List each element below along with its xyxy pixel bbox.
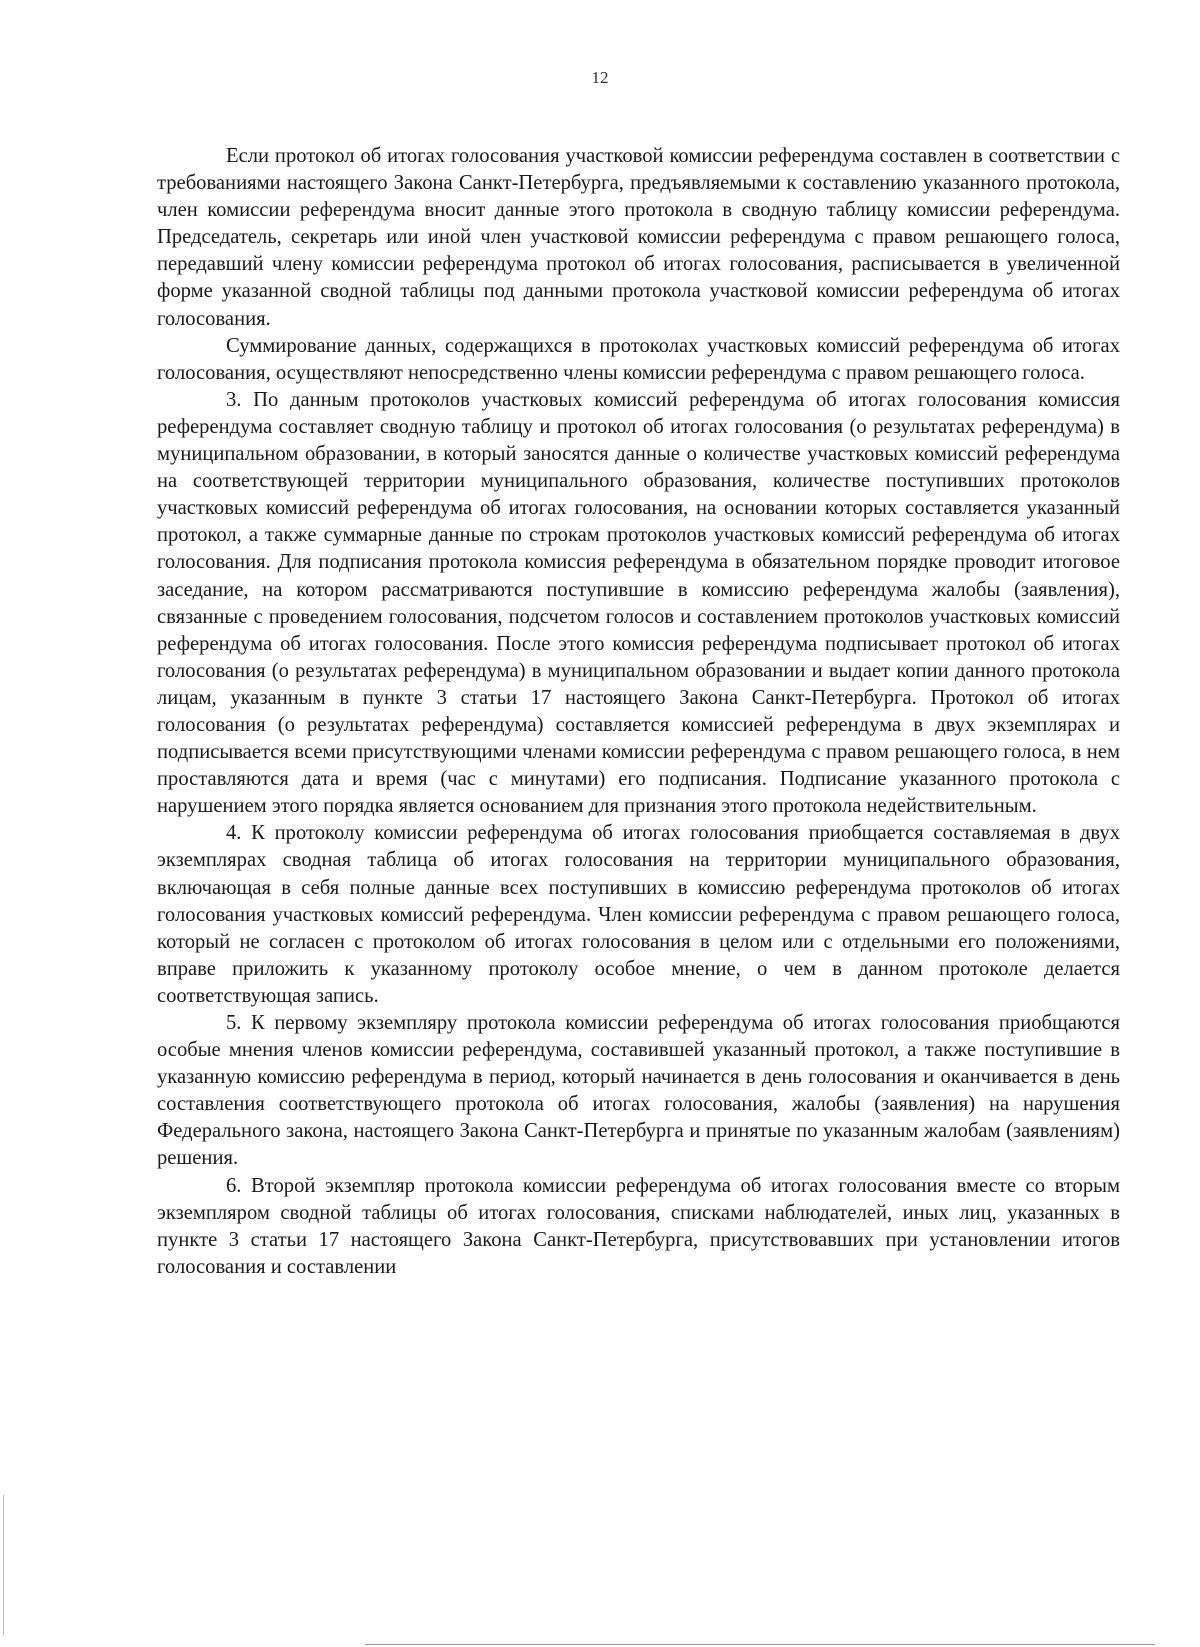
paragraph-item-4: 4. К протоколу комиссии референдума об итогах голосования приобщается составляемая в двух экземплярах сводная таблица об итогах голосования на территории муниципального образования, включающая в себя полные данные всех поступивших в комиссию референдума протоколов об итогах голосования участковых комиссий референдума. Член комиссии референдума с правом решающего голоса, который не согласен с протоколом об итогах голосования в целом или с отдельными его положениями, вправе приложить к указанному протоколу особое мнение, о чем в данном протоколе делается соответствующая запись. — [157, 822, 1120, 1007]
paragraph-item-5: 5. К первому экземпляру протокола комиссии референдума об итогах голосования приобщаются особые мнения членов комиссии референдума, составившей указанный протокол, а также поступившие в указанную комиссию референдума в период, который начинается в день голосования и оканчивается в день составления соответствующего протокола об итогах голосования, жалобы (заявления) на нарушения Федерального закона, настоящего Закона Санкт-Петербурга и принятые по указанным жалобам (заявлениям) решения. — [157, 1012, 1120, 1170]
paragraph-item-3: 3. По данным протоколов участковых комиссий референдума об итогах голосования комиссия референдума составляет сводную таблицу и протокол об итогах голосования (о результатах референдума) в муниципальном образовании, в который заносятся данные о количестве участковых комиссий референдума на соответствующей территории муниципального образования, количестве поступивших протоколов участковых комиссий референдума об итогах голосования, на основании которых составляется указанный протокол, а также суммарные данные по строкам протоколов участковых комиссий референдума об итогах голосования. Для подписания протокола комиссия референдума в обязательном порядке проводит итоговое заседание, на котором рассматриваются поступившие в комиссию референдума жалобы (заявления), связанные с проведением голосования, подсчетом голосов и составлением протоколов участковых комиссий референдума об итогах голосования. После этого комиссия референдума подписывает протокол об итогах голосования (о результатах референдума) в муниципальном образовании и выдает копии данного протокола лицам, указанным в пункте 3 статьи 17 настоящего Закона Санкт-Петербурга. Протокол об итогах голосования (о результатах референдума) составляется комиссией референдума в двух экземплярах и подписывается всеми присутствующими членами комиссии референдума с правом решающего голоса, в нем проставляются дата и время (час с минутами) его подписания. Подписание указанного протокола с нарушением этого порядка является основанием для признания этого протокола недействительным. — [157, 388, 1120, 818]
scan-edge-bottom — [365, 1644, 1155, 1645]
paragraph-summation: Суммирование данных, содержащихся в протоколах участковых комиссий референдума об итогах голосования, осуществляют непосредственно члены комиссии референдума с правом решающего голоса. — [157, 334, 1120, 384]
page-number: 12 — [591, 68, 609, 87]
scan-edge-left — [3, 1495, 4, 1635]
document-body — [157, 143, 1120, 1281]
paragraph-protocol-entry: Если протокол об итогах голосования участковой комиссии референдума составлен в соответствии с требованиями настоящего Закона Санкт-Петербурга, предъявляемыми к составлению указанного протокола, член комиссии референдума вносит данные этого протокола в сводную таблицу комиссии референдума. Председатель, секретарь или иной член участковой комиссии референдума с правом решающего голоса, передавший члену комиссии референдума протокол об итогах голосования, расписывается в увеличенной форме указанной сводной таблицы под данными протокола участковой комиссии референдума об итогах голосования. — [157, 145, 1120, 330]
paragraph-item-6: 6. Второй экземпляр протокола комиссии референдума об итогах голосования вместе со вторым экземпляром сводной таблицы об итогах голосования, списками наблюдателей, иных лиц, указанных в пункте 3 статьи 17 настоящего Закона Санкт-Петербурга, присутствовавших при установлении итогов голосования и составлении — [157, 1174, 1120, 1278]
